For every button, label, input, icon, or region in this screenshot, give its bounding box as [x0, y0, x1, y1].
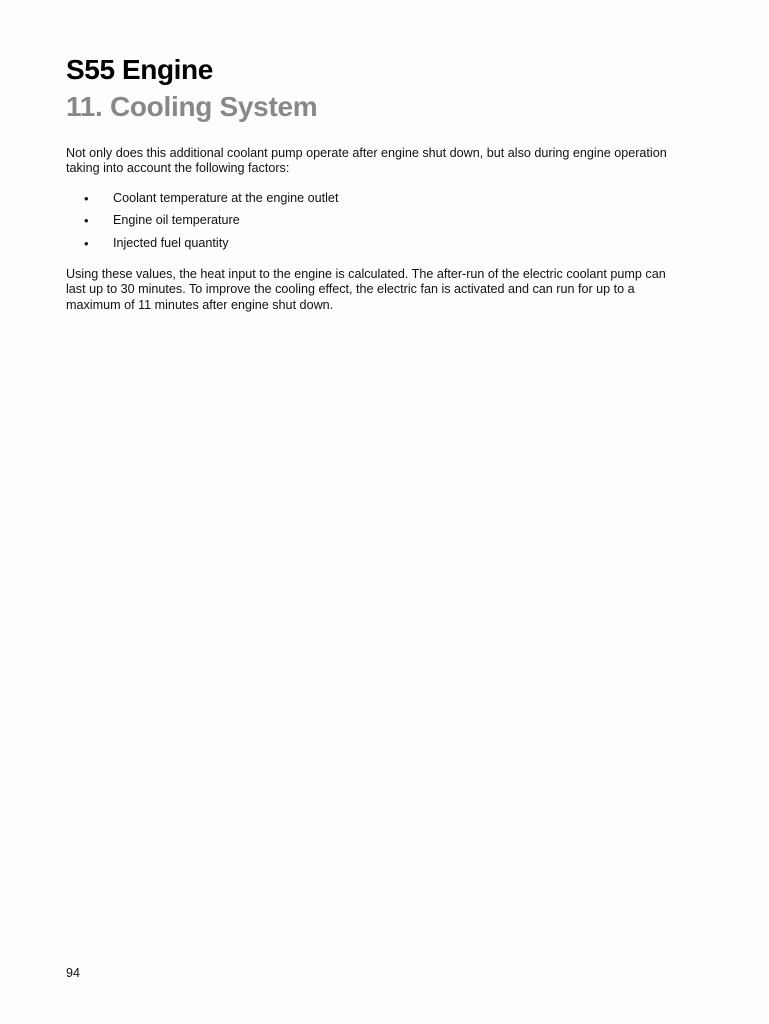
bullet-icon: •: [84, 213, 89, 229]
conclusion-paragraph: Using these values, the heat input to the engine is calculated. The after-run of the electric coolant pump can last up to 30 minutes. To improve the cooling effect, the electric fan is activated and can run for up to a maximum of 11 minutes after engine shut down.: [66, 267, 666, 312]
list-item-text: Coolant temperature at the engine outlet: [113, 191, 339, 205]
list-item-text: Engine oil temperature: [113, 213, 240, 228]
page-number: 94: [66, 966, 81, 980]
bullet-icon: •: [84, 235, 89, 251]
intro-paragraph: Not only does this additional coolant pump operate after engine shut down, but also during engine operation taking into account the following factors:: [66, 146, 667, 176]
list-item-text: Injected fuel quantity: [113, 235, 229, 250]
bullet-icon: •: [84, 191, 89, 206]
document-title: S55 Engine: [66, 54, 213, 85]
section-title: 11. Cooling System: [66, 91, 318, 122]
